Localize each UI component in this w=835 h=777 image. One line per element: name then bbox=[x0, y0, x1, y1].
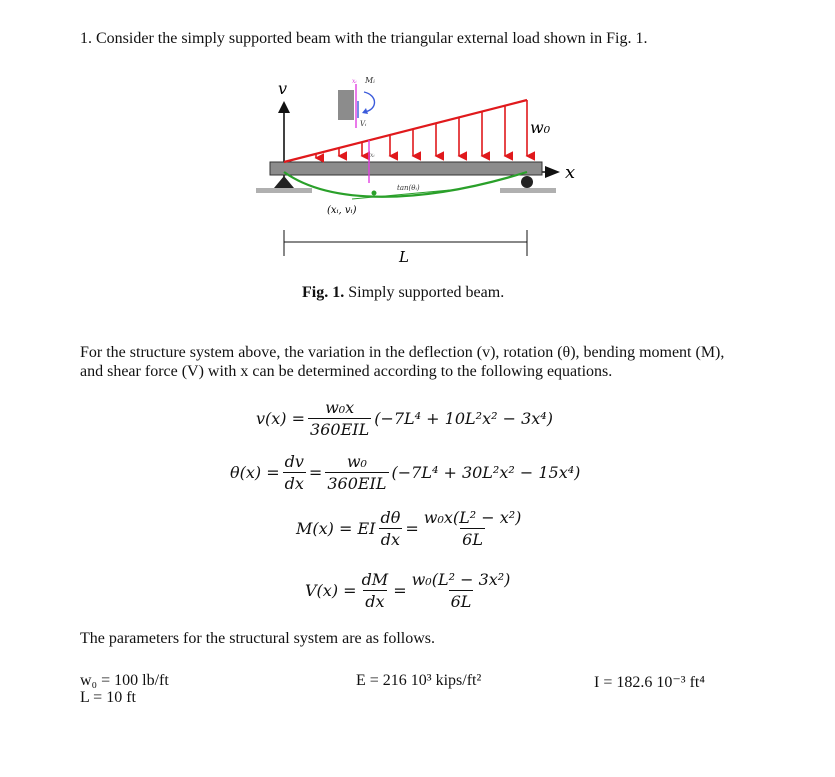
eq1-den: 360EIL bbox=[310, 420, 370, 439]
x-axis-label: x bbox=[565, 162, 576, 183]
caption-label: Fig. 1. bbox=[302, 284, 345, 301]
eq3-lhs: M(x) = EI bbox=[296, 519, 376, 538]
tangent-label: tan(θᵢ) bbox=[397, 184, 420, 192]
equation-deflection bbox=[256, 398, 553, 439]
moment-label: Mᵢ bbox=[365, 76, 375, 85]
eq4-equals: = bbox=[393, 581, 407, 600]
x-axis-arrow-icon bbox=[545, 166, 560, 178]
eq2-rhs: (−7L⁴ + 30L²x² − 15x⁴) bbox=[391, 463, 581, 482]
beam-figure bbox=[0, 0, 835, 320]
eq4-num2: w₀(L² − 3x²) bbox=[411, 570, 511, 589]
deflection-point bbox=[372, 191, 377, 196]
eq3-equals: = bbox=[405, 519, 419, 538]
eq2-num1: dv bbox=[284, 452, 304, 471]
eq2-num2: w₀ bbox=[346, 452, 367, 471]
point-label: (xᵢ, vᵢ) bbox=[327, 205, 357, 216]
eq4-den1: dx bbox=[365, 592, 385, 611]
eq2-equals: = bbox=[308, 463, 323, 482]
v-axis-label: v bbox=[278, 79, 288, 98]
parameters-intro: The parameters for the structural system are as follows. bbox=[80, 630, 435, 647]
eq3-num1: dθ bbox=[380, 508, 401, 527]
eq2-den1: dx bbox=[284, 474, 304, 493]
param-I: I = 182.6 10⁻³ ft⁴ bbox=[594, 674, 705, 691]
equation-rotation bbox=[230, 452, 580, 493]
eq1-rhs: (−7L⁴ + 10L²x² − 3x⁴) bbox=[374, 409, 553, 428]
left-ground bbox=[256, 188, 312, 193]
roller-support-icon bbox=[521, 176, 533, 188]
param-L: L = 10 ft bbox=[80, 689, 136, 706]
eq3-den1: dx bbox=[380, 530, 401, 549]
eq2-lhs: θ(x) = bbox=[230, 463, 280, 482]
v-axis-arrow-icon bbox=[278, 101, 290, 113]
param-w0: w₀ = 100 lb/ft bbox=[80, 672, 169, 689]
beam bbox=[270, 162, 542, 175]
load-line bbox=[284, 100, 527, 162]
section-element bbox=[338, 90, 354, 120]
eq4-lhs: V(x) = bbox=[305, 581, 357, 600]
eq1-num: w₀x bbox=[325, 398, 355, 417]
equation-moment bbox=[296, 508, 526, 549]
param-E: E = 216 10³ kips/ft² bbox=[356, 672, 482, 689]
section-x-label: xᵢ bbox=[370, 152, 375, 159]
equation-shear bbox=[305, 570, 515, 611]
length-label: L bbox=[399, 248, 409, 266]
problem-statement: 1. Consider the simply supported beam with the triangular external load shown in Fig. 1. bbox=[80, 30, 648, 47]
w0-label: w₀ bbox=[530, 118, 551, 137]
figure-caption bbox=[302, 284, 504, 302]
eq2-den2: 360EIL bbox=[327, 474, 387, 493]
eq4-num1: dM bbox=[361, 570, 389, 589]
right-ground bbox=[500, 188, 556, 193]
description-paragraph: For the structure system above, the variation in the deflection (v), rotation (θ), bending moment (M), and shear force (V) with x can be determined according to the following equations. bbox=[80, 344, 725, 380]
eq3-num2: w₀x(L² − x²) bbox=[423, 508, 522, 527]
caption-text: Simply supported beam. bbox=[344, 284, 505, 301]
eq4-den2: 6L bbox=[450, 592, 472, 611]
eq1-lhs: v(x) = bbox=[256, 409, 306, 428]
shear-label: Vᵢ bbox=[360, 120, 367, 128]
section-xi-label: xᵢ bbox=[352, 78, 357, 85]
eq3-den2: 6L bbox=[462, 530, 483, 549]
